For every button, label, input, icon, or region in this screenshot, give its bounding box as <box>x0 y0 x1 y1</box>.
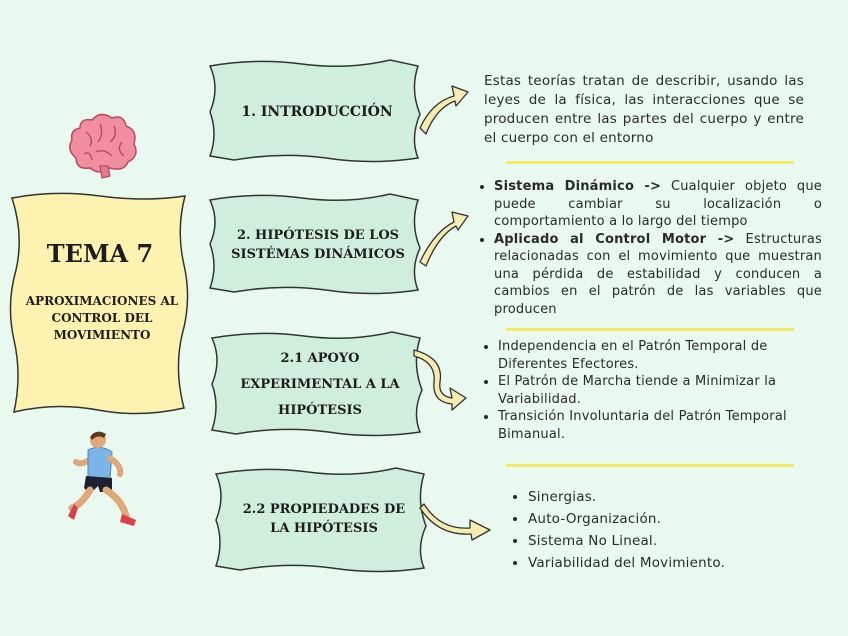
arrow-3 <box>414 350 466 410</box>
arrow-1 <box>420 86 468 134</box>
list-item: • Auto-Organización. <box>528 508 812 530</box>
divider-1 <box>506 161 794 164</box>
list-item: • Variabilidad del Movimiento. <box>528 552 812 574</box>
section-label-4: 2.2 PROPIEDADES DE LA HIPÓTESIS <box>242 502 406 536</box>
list-item: • El Patrón de Marcha tiende a Minimizar la Variabilidad. <box>498 373 802 408</box>
divider-2 <box>506 328 794 331</box>
intro-paragraph: Estas teorías tratan de describir, usando las leyes de la física, las interacciones que se producen entre las partes del cuerpo y entre el cuerpo con el entorno <box>484 73 804 146</box>
list-item: • Independencia en el Patrón Temporal de Diferentes Efectores. <box>498 338 802 373</box>
list-item: • Sistema No Lineal. <box>528 530 812 552</box>
properties-list <box>512 486 812 574</box>
section-label-3: 2.1 APOYO EXPERIMENTAL A LA HIPÓTESIS <box>240 351 400 418</box>
title-subtitle: APROXIMACIONES AL CONTROL DEL MOVIMIENTO <box>25 293 179 342</box>
list-item: • Sistema Dinámico -> Cualquier objeto que puede cambiar su localización o comportamiento a lo largo del tiempo <box>494 178 822 231</box>
dynamic-systems-list <box>478 178 822 318</box>
arrow-4 <box>420 504 490 540</box>
support-list <box>482 338 802 443</box>
runner-icon <box>68 432 136 526</box>
title-heading: TEMA 7 <box>46 238 154 268</box>
section-label-1: 1. INTRODUCCIÓN <box>241 103 393 120</box>
list-item: • Sinergias. <box>528 486 812 508</box>
brain-icon <box>70 114 136 178</box>
list-item: • Aplicado al Control Motor -> Estructuras relacionadas con el movimiento que muestran una pérdida de estabilidad y conducen a cambios en el patrón de las variables que producen <box>494 231 822 319</box>
arrow-2 <box>420 212 468 266</box>
divider-3 <box>506 464 794 467</box>
list-item: • Transición Involuntaria del Patrón Temporal Bimanual. <box>498 408 802 443</box>
section-label-2: 2. HIPÓTESIS DE LOS SISTÉMAS DINÁMICOS <box>231 228 405 262</box>
